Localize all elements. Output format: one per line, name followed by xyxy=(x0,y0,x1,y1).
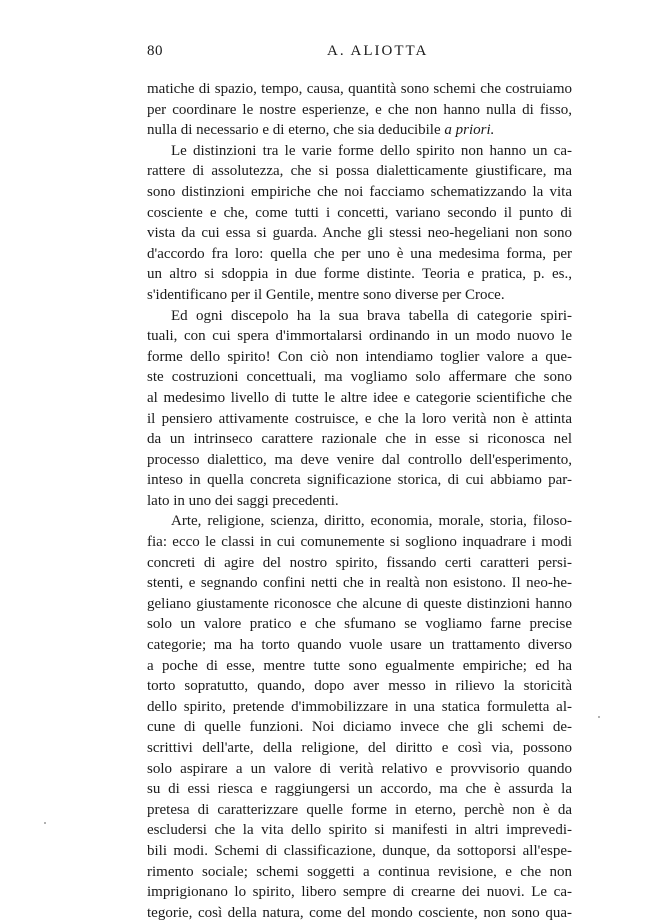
text-line: s'identificano per il Gentile, mentre sono diverse per Croce. xyxy=(147,286,505,303)
text-line: solo un valore pratico e che sfumano se vogliamo farne precise xyxy=(147,616,572,633)
text-line: scrittivi dell'arte, della religione, del diritto e così via, possono xyxy=(147,740,572,756)
paper-speck xyxy=(598,716,600,718)
paper-speck xyxy=(44,822,46,824)
text-line: a poche di esse, mentre tutte sono egualmente empiriche; ed ha xyxy=(147,657,572,674)
page-header xyxy=(147,43,572,67)
text-line: pretesa di caratterizzare quelle forme in eterno, perchè non è da xyxy=(147,801,572,818)
text-line: lato in uno dei saggi precedenti. xyxy=(147,492,339,509)
text-line: da un intrinseco carattere razionale che in esse si riconosca nel xyxy=(147,431,572,448)
text-line: categorie; ma ha torto quando vuole usare un trattamento diverso xyxy=(147,637,572,654)
text-line: tuali, con cui spera d'immortalarsi ordinando in un modo nuovo le xyxy=(147,328,572,345)
running-head: A. ALIOTTA xyxy=(327,43,429,59)
text-line: bili modi. Schemi di classificazione, dunque, da sottoporsi all'espe- xyxy=(147,842,572,859)
text-line: per coordinare le nostre esperienze, e che non hanno nulla di fisso, xyxy=(147,101,572,118)
text-line: su di essi riesca e raggiungersi un accordo, ma che è assurda la xyxy=(147,781,572,798)
text-line: il pensiero attivamente costruisce, e che la loro verità non è attinta xyxy=(147,410,572,427)
text-line: dello spirito, pretende d'immobilizzare in una statica formuletta al- xyxy=(147,698,572,715)
text-line: un altro si sdoppia in due forme distinte. Teoria e pratica, p. es., xyxy=(147,266,572,283)
text-line: fia: ecco le classi in cui comunemente si sogliono inquadrare i modi xyxy=(147,534,572,551)
text-line: concreti di agire del nostro spirito, fissando certi caratteri persi- xyxy=(147,554,572,571)
text-line: tegorie, così della natura, come del mondo cosciente, non sono qua- xyxy=(147,904,572,921)
text-line: escludersi che la vita dello spirito si manifesti in altri imprevedi- xyxy=(147,822,572,839)
text-line: cosciente e che, come tutti i concetti, variano secondo il punto di xyxy=(147,204,572,221)
text-line: vista da cui essa si guarda. Anche gli stessi neo-hegeliani non sono xyxy=(147,225,572,242)
text-line: sono distinzioni empiriche che noi facciamo schematizzando la vita xyxy=(147,183,572,200)
text-line: stenti, e segnando confini netti che in realtà non esistono. Il neo-he- xyxy=(147,575,572,592)
text-line: processo dialettico, ma deve venire dal controllo dell'esperimento, xyxy=(147,451,572,468)
text-line: ste costruzioni concettuali, ma vogliamo solo affermare che sono xyxy=(147,369,572,386)
text-line: al medesimo livello di tutte le altre idee e categorie scientifiche che xyxy=(147,389,572,406)
text-line: matiche di spazio, tempo, causa, quantità sono schemi che costruiamo xyxy=(147,81,572,97)
text-line: torto sopratutto, quando, dopo aver messo in rilievo la storicità xyxy=(147,678,572,695)
text-line: rattere di assolutezza, che si possa dialetticamente giustificare, ma xyxy=(147,163,572,180)
text-line: inteso in quella concreta significazione storica, di cui abbiamo par- xyxy=(147,472,572,489)
text-line: forme dello spirito! Con ciò non intendiamo toglier valore a que- xyxy=(147,348,572,365)
text-line: solo aspirare a un valore di verità relativo e provvisorio quando xyxy=(147,760,572,777)
text-line: d'accordo fra loro: quella che per uno è una medesima forma, per xyxy=(147,245,572,262)
text-line: Arte, religione, scienza, diritto, economia, morale, storia, filoso- xyxy=(171,513,572,530)
body-text xyxy=(147,79,572,923)
page-number: 80 xyxy=(147,43,163,59)
text-line: cune di quelle funzioni. Noi diciamo invece che gli schemi de- xyxy=(147,719,572,736)
text-line: Le distinzioni tra le varie forme dello spirito non hanno un ca- xyxy=(171,142,572,159)
text-line: imprigionano lo spirito, libero sempre di crearne dei nuovi. Le ca- xyxy=(147,884,572,901)
text-line: nulla di necessario e di eterno, che sia deducibile a priori. xyxy=(147,122,495,139)
italic-term: a priori. xyxy=(444,122,495,139)
text-line: Ed ogni discepolo ha la sua brava tabella di categorie spiri- xyxy=(171,307,572,324)
text-line: geliano giustamente riconosce che alcune di queste distinzioni hanno xyxy=(147,595,572,612)
text-line: rimento sociale; schemi soggetti a continua revisione, e che non xyxy=(147,863,572,880)
